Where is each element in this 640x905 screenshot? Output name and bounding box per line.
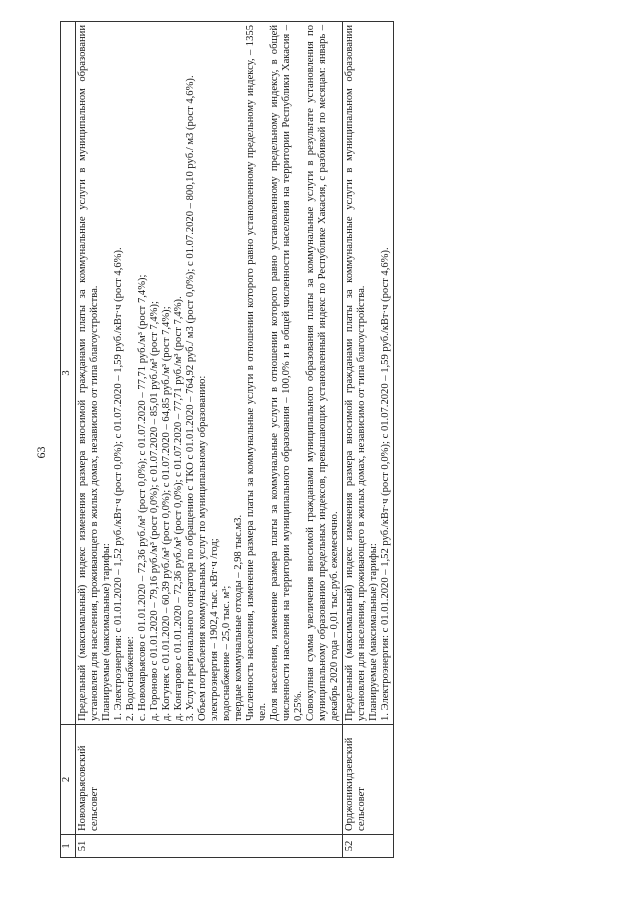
row-description: [76, 22, 343, 725]
municipality-name: Орджоникидзевский сельсовет: [343, 725, 394, 835]
text-line: 3. Услуги регионального оператора по обращению с ТКО с 01.01.2020 – 764,92 руб./ м3 (рост 0,0%); с 01.07.2020 – 800,10 руб./ м3 (рост 4,6%).: [185, 75, 196, 721]
municipality-name: Новомарьясовский сельсовет: [76, 725, 343, 835]
text-line: Совокупная сумма увеличения вносимой гражданами муниципального образования платы за коммунальные услуги в результате установления по муниципальному образованию предельных индексов, превышающих установленный индекс по Республике Хакасия, с разбивкой по месяцам: январь – декабрь 2020 года – 0,01 тыс.руб. ежемесячно.: [305, 25, 340, 721]
text-line: Численность населения, изменение размера платы за коммунальные услуги в отношении которого равно установленному предельному индексу, – 1355 чел.: [245, 25, 268, 721]
row-number: 52: [343, 835, 394, 858]
text-line: 1. Электроэнергия: с 01.01.2020 – 1,52 руб./кВт·ч (рост 0,0%); с 01.07.2020 – 1,59 руб./кВт·ч (рост 4,6%).: [380, 247, 391, 721]
text-line: д. Гороново с 01.01.2020 – 79,16 руб./м³ (рост 0,0%); с 01.07.2020 – 85,01 руб./м³ (рост 7,4%);: [149, 301, 160, 721]
text-line: 1. Электроэнергия: с 01.01.2020 – 1,52 руб./кВт·ч (рост 0,0%); с 01.07.2020 – 1,59 руб./кВт·ч (рост 4,6%).: [113, 247, 124, 721]
row-description: [343, 22, 394, 725]
header-cell-1: 1: [61, 835, 76, 858]
page-number: 63: [34, 446, 48, 459]
table-row-52: [343, 22, 394, 858]
text-line: водоснабжение – 25,0 тыс. м³;: [221, 585, 232, 721]
text-line: с. Новомарьясово с 01.01.2020 – 72,36 руб./м³ (рост 0,0%); с 01.07.2020 – 77,71 руб./м³ (рост 7,4%);: [137, 274, 148, 721]
text-line: электроэнергия – 1902,4 тыс. кВт·ч /год;: [209, 538, 220, 721]
text-line: Планируемые (максимальные) тарифы:: [101, 543, 112, 721]
text-line: Объем потребления коммунальных услуг по муниципальному образованию:: [197, 375, 208, 721]
text-line: Предельный (максимальный) индекс изменения размера вносимой гражданами платы за коммунальные услуги в муниципальном образовании установлен для населения, проживающего в жилых домах, независимо от типа благоустройства.: [344, 25, 367, 721]
text-line: д. Конгарово с 01.01.2020 – 72,36 руб./м³ (рост 0,0%); с 01.07.2020 – 77,71 руб./м³ (рост 7,4%).: [173, 296, 184, 721]
tariff-table: [60, 21, 394, 858]
text-line: твердые коммунальные отходы – 2,98 тыс.м3.: [233, 514, 244, 721]
text-line: Доля населения, изменение размера платы за коммунальные услуги в отношении которого равно установленному предельному индексу, в общей численности населения на территории муниципального образования – 100,0% и в общей численности населения на территории Республики Хакасия – 0,25%.: [269, 25, 304, 721]
text-line: 2. Водоснабжение:: [125, 636, 136, 721]
text-line: Предельный (максимальный) индекс изменения размера вносимой гражданами платы за коммунальные услуги в муниципальном образовании установлен для населения, проживающего в жилых домах, независимо от типа благоустройства.: [77, 25, 100, 721]
row-description-clip: [344, 25, 392, 721]
header-cell-2: 2: [61, 725, 76, 835]
table-header-row: [61, 22, 76, 858]
header-cell-3: 3: [61, 22, 76, 725]
text-line: Планируемые (максимальные) тарифы:: [368, 543, 379, 721]
table-row-51: [76, 22, 343, 858]
row-number: 51: [76, 835, 343, 858]
text-line: д. Когунек с 01.01.2020 – 60,39 руб./м³ (рост 0,0%); с 01.07.2020 – 64,85 руб./м³ (рост 7,4%);: [161, 306, 172, 721]
